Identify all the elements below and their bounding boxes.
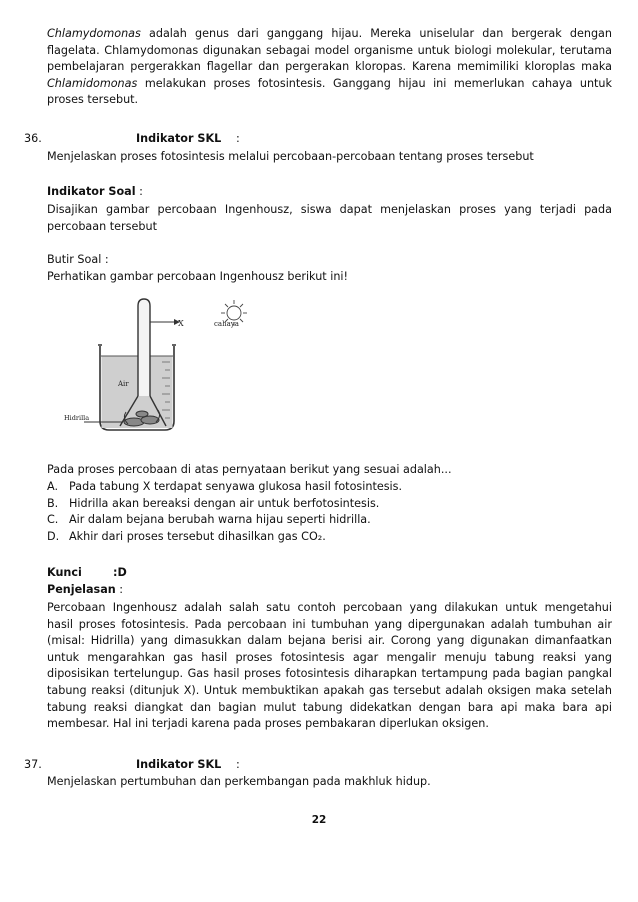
- intro-line: proses tersebut.: [47, 93, 139, 107]
- ingenhousz-illustration: [62, 296, 282, 436]
- option-d: [47, 529, 612, 546]
- test-tube: [138, 299, 150, 396]
- kunci-value: :D: [113, 566, 127, 579]
- option-text: Akhir dari proses tersebut dihasilkan gas CO₂.: [69, 529, 326, 543]
- indikator-skl-text: Menjelaskan proses fotosintesis melalui percobaan-percobaan tentang proses tersebut: [47, 150, 534, 163]
- indikator-skl-text: Menjelaskan pertumbuhan dan perkembangan pada makhluk hidup.: [47, 775, 431, 788]
- penjelasan-line: membesar. Hal ini terjadi karena pada proses pembakaran diperlukan oksigen.: [47, 717, 489, 731]
- penjelasan-paragraph: [47, 600, 612, 733]
- colon: :: [135, 185, 143, 198]
- option-text: Pada tabung X terdapat senyawa glukosa hasil fotosintesis.: [69, 480, 403, 493]
- label-hidrilla: Hidrilla: [64, 414, 90, 422]
- page-number: 22: [311, 814, 327, 826]
- indikator-skl-label: Indikator SKL: [136, 132, 222, 145]
- option-a: [47, 479, 612, 496]
- penjelasan-line: tabung reaksi diangkat dan bagian mulut tabung didekatkan dengan bara api maka bara api: [47, 700, 612, 714]
- butir-soal-label: Butir Soal :: [47, 253, 109, 266]
- colon: :: [236, 758, 240, 771]
- indikator-soal-heading: [47, 184, 612, 201]
- indikator-skl-label: Indikator SKL: [136, 758, 222, 771]
- penjelasan-heading: [47, 582, 612, 599]
- option-letter: D.: [47, 529, 60, 543]
- butir-soal-text: Perhatikan gambar percobaan Ingenhousz berikut ini!: [47, 270, 349, 283]
- kunci-label: Kunci: [47, 566, 82, 579]
- option-c: [47, 512, 612, 529]
- penjelasan-line: hasil proses fotosintesis. Pada percobaan ini tumbuhan yang dipergunakan adalah tumbuhan air: [47, 617, 612, 631]
- label-x: X: [178, 319, 184, 328]
- colon: :: [236, 132, 240, 145]
- option-letter: C.: [47, 513, 59, 527]
- question-number: 36.: [24, 132, 42, 145]
- colon: :: [115, 583, 124, 596]
- question-stem: Pada proses percobaan di atas pernyataan berikut yang sesuai adalah...: [47, 463, 452, 476]
- options-list: [47, 479, 612, 545]
- option-b: [47, 496, 612, 513]
- intro-line: Chlamydomonas adalah genus dari ganggang hijau. Mereka uniselular dan bergerak dengan: [47, 27, 612, 40]
- soal-line: percobaan tersebut: [47, 219, 157, 233]
- penjelasan-line: diposisikan tertelungup. Gas hasil proses fotosintesis diharapkan tertampung pada bagian pangkal: [47, 667, 612, 681]
- penjelasan-label: Penjelasan: [47, 583, 116, 596]
- option-text: Air dalam bejana berubah warna hijau seperti hidrilla.: [69, 513, 371, 527]
- soal-line: Disajikan gambar percobaan Ingenhousz, siswa dapat menjelaskan proses yang terjadi pada: [47, 203, 612, 216]
- question-number: 37.: [24, 758, 42, 771]
- intro-line: pembelajaran pergerakkan flagellar dan pergerakan kloropas. Karena memimiliki kloroplas maka: [47, 60, 612, 74]
- penjelasan-line: untuk mengarahkan gas hasil proses fotosintesis agar mengalir menuju tabung reaksi yang: [47, 650, 612, 664]
- label-air: Air: [118, 380, 129, 388]
- indikator-soal-text: [47, 202, 612, 235]
- option-text: Hidrilla akan bereaksi dengan air untuk berfotosintesis.: [69, 496, 380, 510]
- option-letter: B.: [47, 496, 59, 510]
- option-letter: A.: [47, 480, 59, 493]
- intro-line: Chlamidomonas melakukan proses fotosintesis. Ganggang hijau ini memerlukan cahaya untuk: [47, 76, 612, 90]
- intro-paragraph: [47, 26, 612, 109]
- indikator-soal-label: Indikator Soal: [47, 185, 136, 198]
- kunci-row: [47, 565, 612, 582]
- penjelasan-line: Percobaan Ingenhousz adalah salah satu contoh percobaan yang dilakukan untuk mengetahui: [47, 601, 612, 614]
- penjelasan-line: (misal: Hidrilla) yang dimasukkan dalam bejana berisi air. Corong yang digunakan dimanfaatkan: [47, 634, 612, 648]
- intro-line: flagelata. Chlamydomonas digunakan sebagai model organisme untuk biologi molekular, terutama: [47, 43, 612, 57]
- label-cahaya: cahaya: [214, 320, 239, 328]
- penjelasan-line: tabung reaksi (ditunjuk X). Untuk membuktikan apakah gas tersebut adalah oksigen maka setelah: [47, 683, 612, 697]
- ingenhousz-figure: [62, 296, 282, 436]
